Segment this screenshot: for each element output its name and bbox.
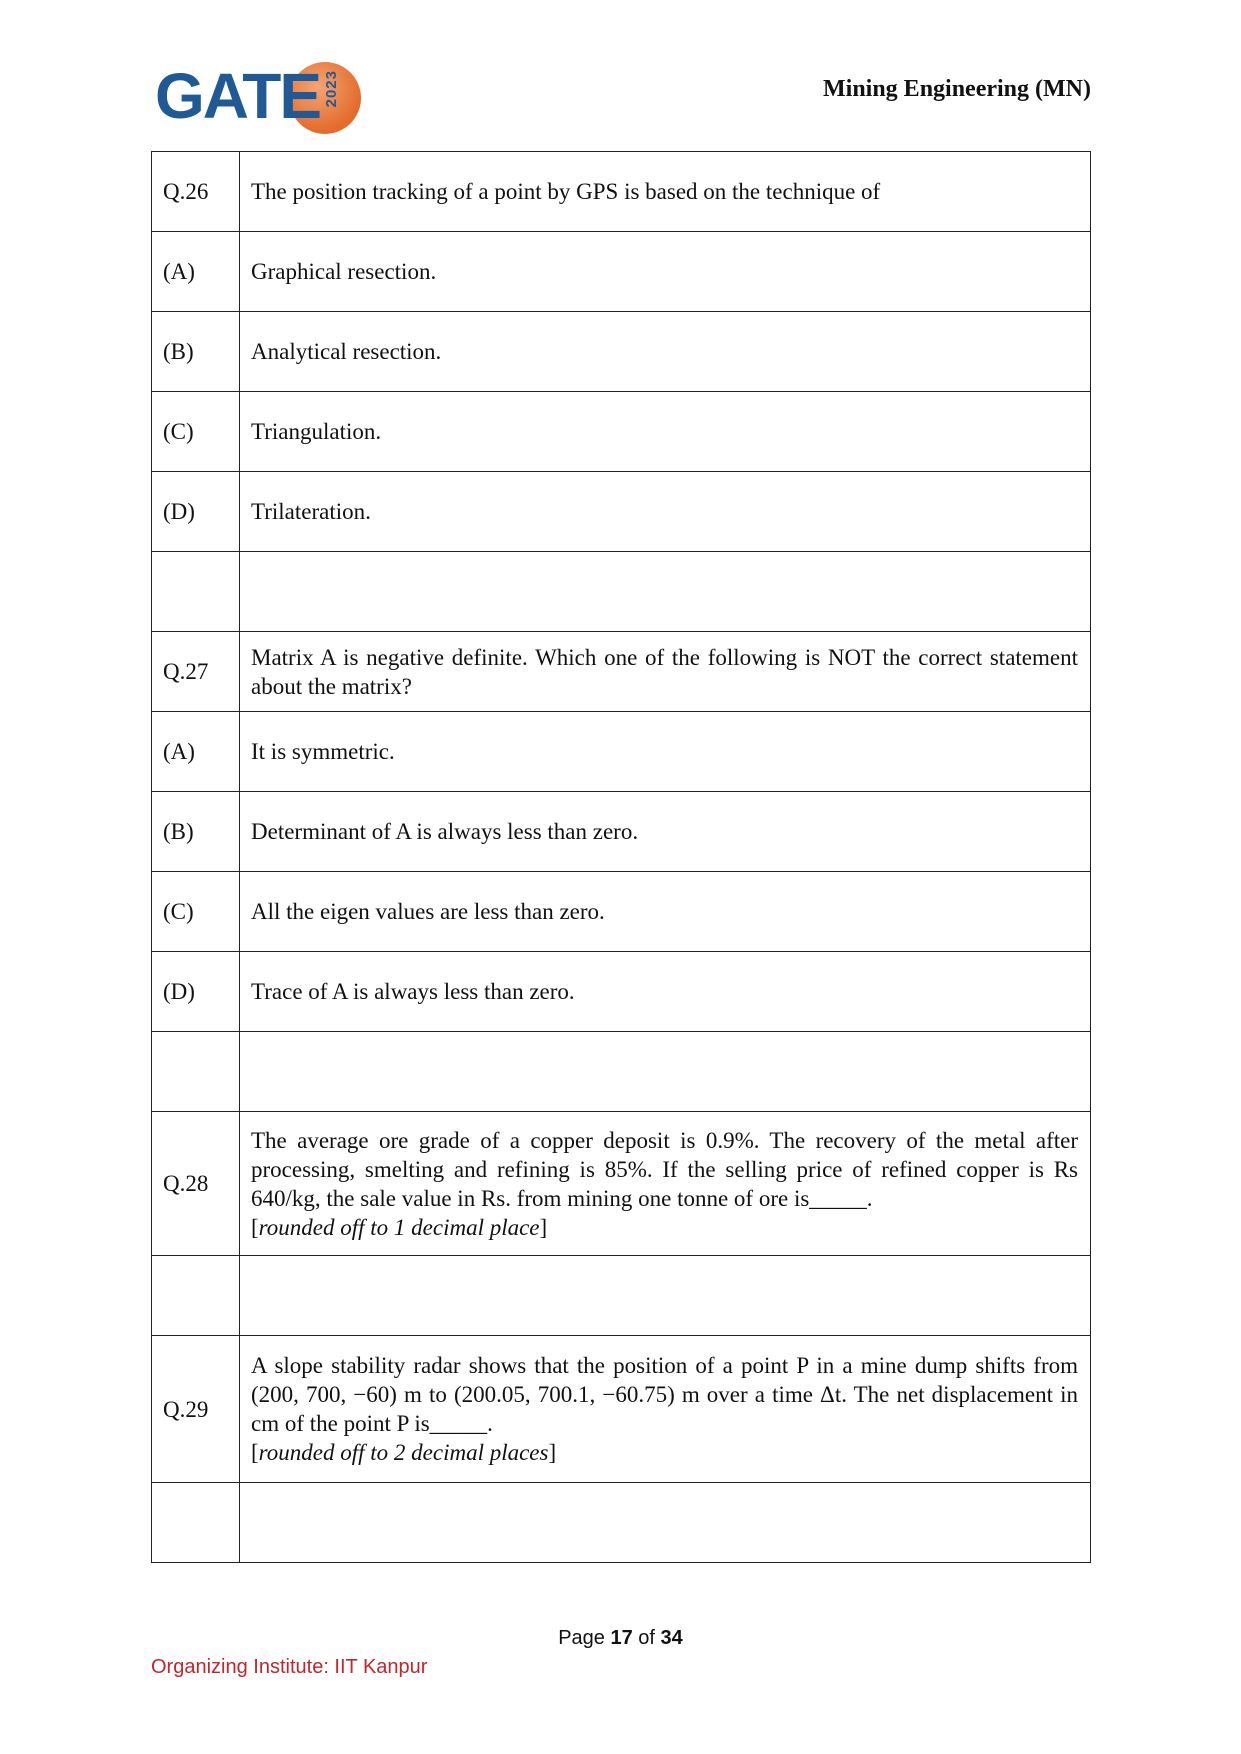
question-text: The position tracking of a point by GPS is based on the technique of xyxy=(240,152,1091,232)
table-row xyxy=(152,392,1091,472)
empty-cell xyxy=(240,1483,1091,1563)
spacer-row xyxy=(152,1256,1091,1336)
empty-cell xyxy=(152,552,240,632)
table-row xyxy=(152,1336,1091,1483)
table-row xyxy=(152,712,1091,792)
question-text: The average ore grade of a copper deposit is 0.9%. The recovery of the metal after processing, smelting and refining is 85%. If the selling price of refined copper is Rs 640/kg, the sale value in Rs. from mining one tonne of ore is_____. xyxy=(251,1127,1078,1211)
table-row xyxy=(152,312,1091,392)
option-text: Triangulation. xyxy=(240,392,1091,472)
option-text: Trace of A is always less than zero. xyxy=(240,952,1091,1032)
question-text: Matrix A is negative definite. Which one of the following is NOT the correct statement about the matrix? xyxy=(240,632,1091,712)
empty-cell xyxy=(152,1483,240,1563)
option-text: All the eigen values are less than zero. xyxy=(240,872,1091,952)
question-table xyxy=(151,151,1091,1563)
option-label: (A) xyxy=(152,232,240,312)
table-row xyxy=(152,152,1091,232)
organizing-institute: Organizing Institute: IIT Kanpur xyxy=(151,1656,428,1678)
empty-cell xyxy=(152,1256,240,1336)
empty-cell xyxy=(240,552,1091,632)
table-row xyxy=(152,872,1091,952)
table-row xyxy=(152,632,1091,712)
empty-cell xyxy=(152,1032,240,1112)
option-text: Trilateration. xyxy=(240,472,1091,552)
table-row xyxy=(152,792,1091,872)
table-row xyxy=(152,472,1091,552)
page-number xyxy=(0,1627,1241,1650)
option-label: (C) xyxy=(152,392,240,472)
subject-title: Mining Engineering (MN) xyxy=(823,76,1091,102)
table-row xyxy=(152,952,1091,1032)
option-label: (A) xyxy=(152,712,240,792)
spacer-row xyxy=(152,1483,1091,1563)
option-label: (B) xyxy=(152,312,240,392)
spacer-row xyxy=(152,552,1091,632)
question-number: Q.29 xyxy=(152,1336,240,1483)
question-number: Q.27 xyxy=(152,632,240,712)
gate-logo xyxy=(155,60,365,140)
question-cell: The average ore grade of a copper deposit is 0.9%. The recovery of the metal after processing, smelting and refining is 85%. If the selling price of refined copper is Rs 640/kg, the sale value in Rs. from mining one tonne of ore is_____. [rounded off to 1 decimal place] xyxy=(240,1112,1091,1256)
option-label: (D) xyxy=(152,472,240,552)
logo-year: 2023 xyxy=(323,70,340,108)
option-text: Analytical resection. xyxy=(240,312,1091,392)
rounding-note: rounded off to 2 decimal places xyxy=(258,1440,549,1465)
empty-cell xyxy=(240,1256,1091,1336)
option-label: (B) xyxy=(152,792,240,872)
option-label: (D) xyxy=(152,952,240,1032)
question-text: A slope stability radar shows that the position of a point P in a mine dump shifts from (200, 700, −60) m to (200.05, 700.1, −60.75) m over a time Δt. The net displacement in cm of the point P is_____. xyxy=(251,1353,1078,1436)
question-number: Q.26 xyxy=(152,152,240,232)
question-number: Q.28 xyxy=(152,1112,240,1256)
table-row xyxy=(152,232,1091,312)
option-text: It is symmetric. xyxy=(240,712,1091,792)
option-text: Graphical resection. xyxy=(240,232,1091,312)
table-row xyxy=(152,1112,1091,1256)
page-current: 17 xyxy=(610,1627,633,1649)
rounding-note: rounded off to 1 decimal place xyxy=(258,1214,540,1240)
option-text: Determinant of A is always less than zero. xyxy=(240,792,1091,872)
page-of: of xyxy=(632,1627,661,1649)
option-label: (C) xyxy=(152,872,240,952)
page-prefix: Page xyxy=(558,1627,611,1649)
page-total: 34 xyxy=(660,1627,683,1649)
spacer-row xyxy=(152,1032,1091,1112)
question-cell: A slope stability radar shows that the position of a point P in a mine dump shifts from (200, 700, −60) m to (200.05, 700.1, −60.75) m over a time Δt. The net displacement in cm of the point P is_____. [rounded off to 2 decimal places] xyxy=(240,1336,1091,1483)
empty-cell xyxy=(240,1032,1091,1112)
logo-text: GATE xyxy=(155,60,321,132)
